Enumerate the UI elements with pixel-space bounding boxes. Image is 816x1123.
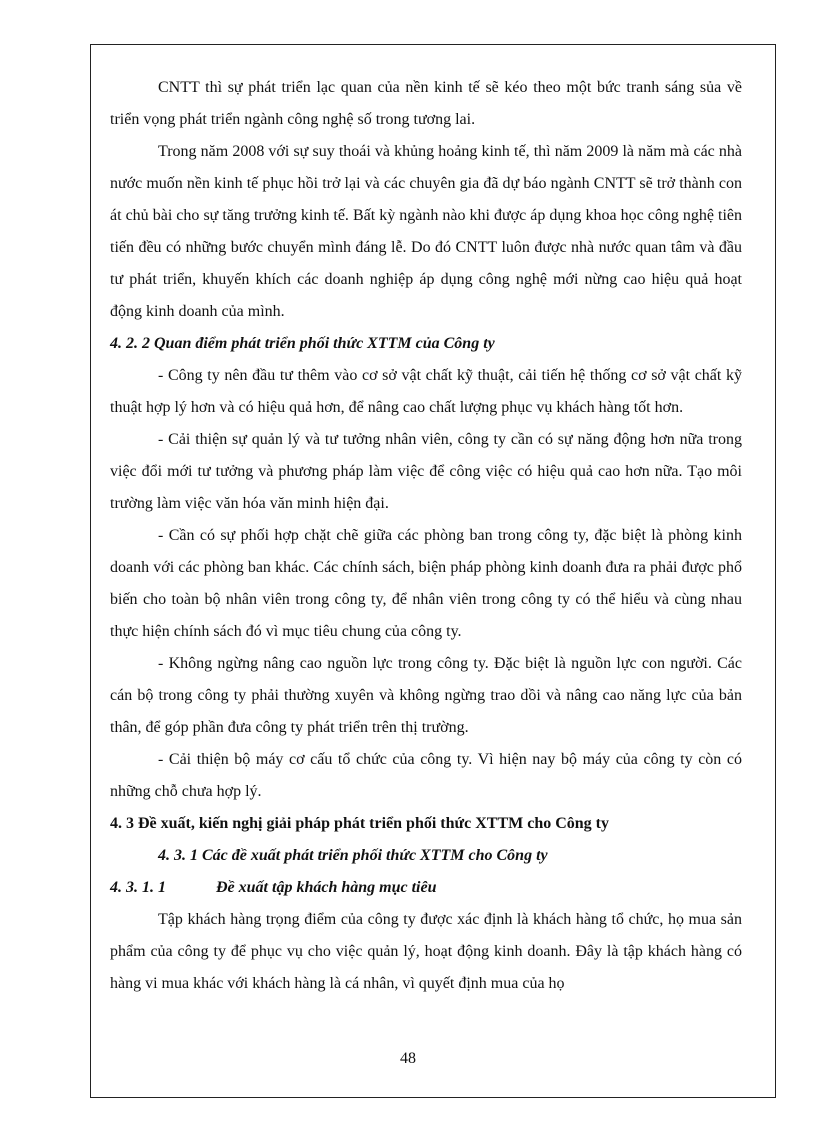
bullet-paragraph: - Công ty nên đầu tư thêm vào cơ sở vật chất kỹ thuật, cải tiến hệ thống cơ sở vật chất kỹ thuật hợp lý hơn và có hiệu quả hơn, để nâng cao chất lượng phục vụ khách hàng tốt hơn.	[110, 367, 742, 416]
bullet-paragraph: - Cải thiện bộ máy cơ cấu tổ chức của công ty. Vì hiện nay bộ máy của công ty còn có những chỗ chưa hợp lý.	[110, 751, 742, 800]
paragraph: Tập khách hàng trọng điểm của công ty được xác định là khách hàng tổ chức, họ mua sản phẩm của công ty để phục vụ cho việc quản lý, hoạt động kinh doanh. Đây là tập khách hàng có hàng vi mua khác với khách hàng là cá nhân, vì quyết định mua của họ	[110, 911, 742, 992]
paragraph: Trong năm 2008 với sự suy thoái và khủng hoảng kinh tế, thì năm 2009 là năm mà các nhà nước muốn nền kinh tế phục hồi trở lại và các chuyên gia đã dự báo ngành CNTT sẽ trở thành con át chủ bài cho sự tăng trưởng kinh tế. Bất kỳ ngành nào khi được áp dụng khoa học công nghệ tiên tiến đều có những bước chuyển mình đáng lễ. Do đó CNTT luôn được nhà nước quan tâm và đầu tư phát triển, khuyến khích các doanh nghiệp áp dụng công nghệ mới nừng cao hiệu quả hoạt động kinh doanh của mình.	[110, 143, 742, 320]
heading-number: 4. 3. 1. 1	[110, 879, 166, 896]
document-body	[110, 72, 742, 1000]
section-heading-4-3-1-1	[110, 872, 742, 904]
paragraph: CNTT thì sự phát triển lạc quan của nền kinh tế sẽ kéo theo một bức tranh sáng sủa về triển vọng phát triển ngành công nghệ số trong tương lai.	[110, 79, 742, 128]
heading-title: Đề xuất tập khách hàng mục tiêu	[216, 879, 437, 896]
section-heading-4-2-2: 4. 2. 2 Quan điểm phát triển phối thức XTTM của Công ty	[110, 335, 495, 352]
bullet-paragraph: - Cải thiện sự quản lý và tư tưởng nhân viên, công ty cần có sự năng động hơn nữa trong việc đổi mới tư tưởng và phương pháp làm việc để công việc có hiệu quả cao hơn nữa. Tạo môi trường làm việc văn hóa văn minh hiện đại.	[110, 431, 742, 512]
bullet-paragraph: - Cần có sự phối hợp chặt chẽ giữa các phòng ban trong công ty, đặc biệt là phòng kinh doanh với các phòng ban khác. Các chính sách, biện pháp phòng kinh doanh đưa ra phải được phổ biến cho toàn bộ nhân viên trong công ty, để nhân viên trong công ty có thể hiểu và cùng nhau thực hiện chính sách đó vì mục tiêu chung của công ty.	[110, 527, 742, 640]
bullet-paragraph: - Không ngừng nâng cao nguồn lực trong công ty. Đặc biệt là nguồn lực con người. Các cán bộ trong công ty phải thường xuyên và không ngừng trao dồi và nâng cao năng lực của bản thân, để góp phần đưa công ty phát triển trên thị trường.	[110, 655, 742, 736]
section-heading-4-3-1: 4. 3. 1 Các đề xuất phát triển phối thức XTTM cho Công ty	[158, 847, 548, 864]
section-heading-4-3: 4. 3 Đề xuất, kiến nghị giải pháp phát triển phối thức XTTM cho Công ty	[110, 815, 610, 832]
page-number: 48	[400, 1050, 416, 1067]
